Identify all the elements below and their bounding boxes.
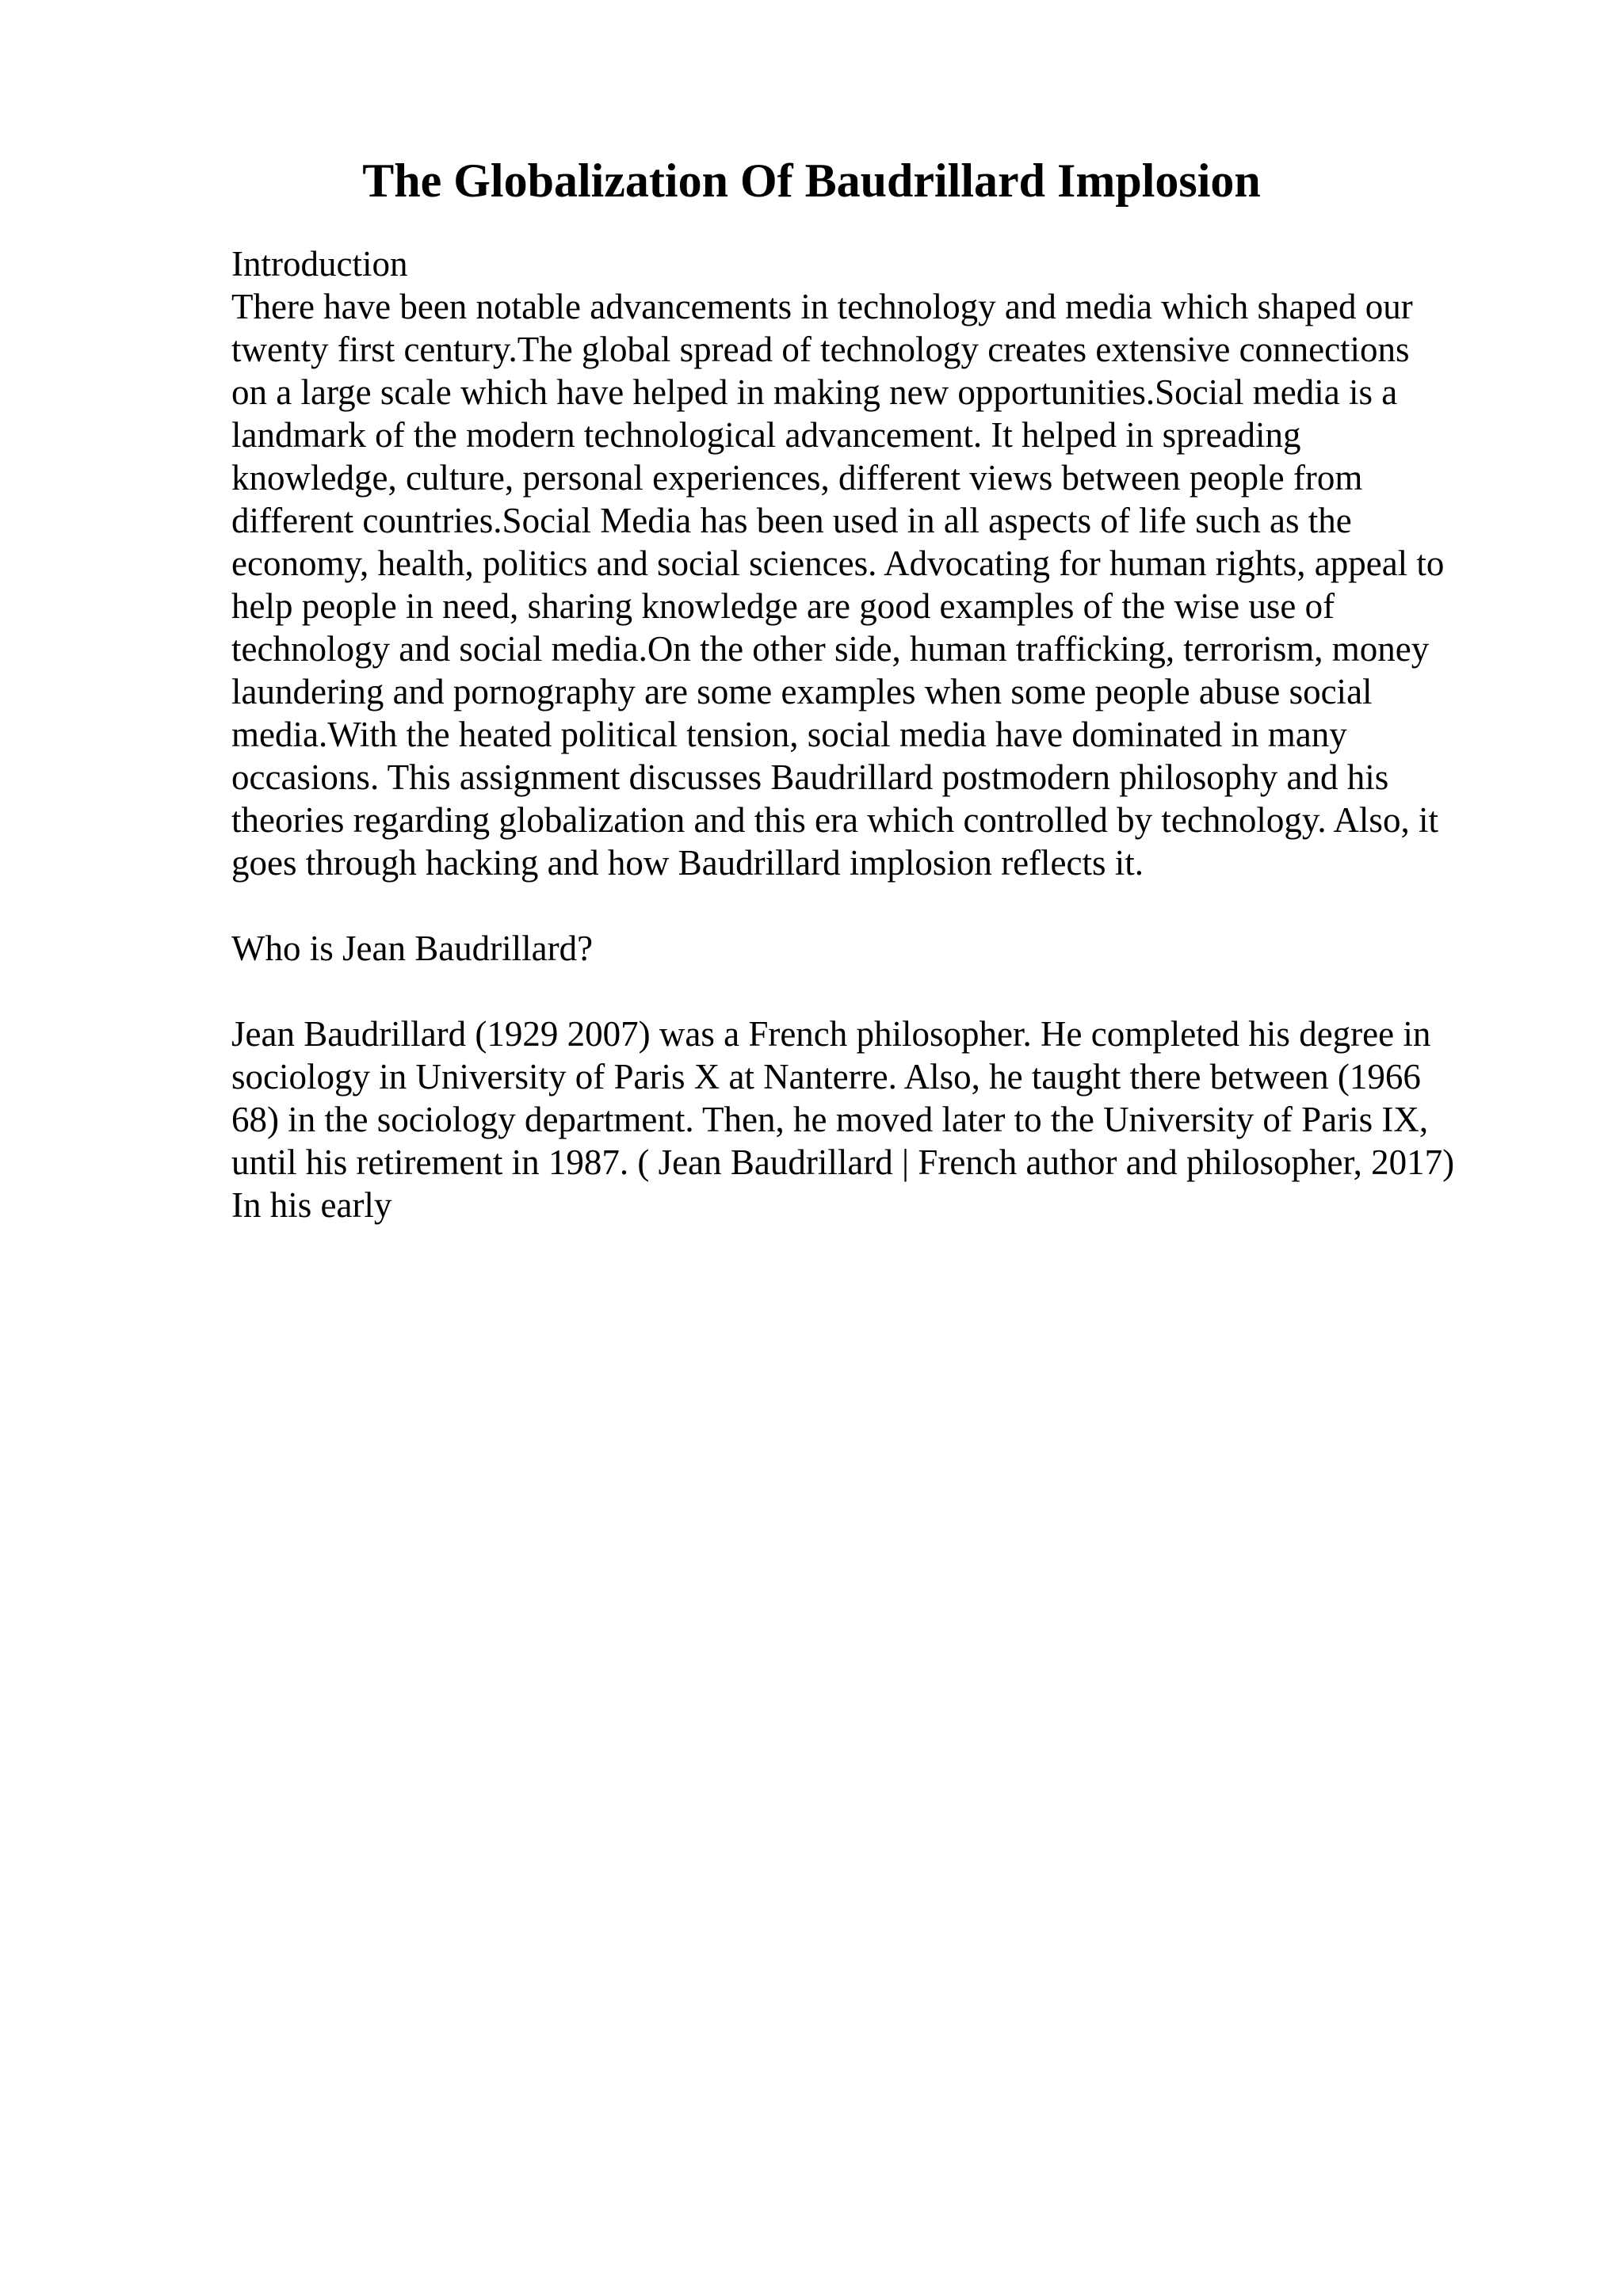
intro-line: economy, health, politics and social sciences. Advocating for human rights, appeal to	[231, 543, 1445, 583]
bio-line: sociology in University of Paris X at Nanterre. Also, he taught there between (1966	[231, 1057, 1421, 1097]
intro-line: There have been notable advancements in technology and media which shaped our	[231, 287, 1413, 326]
intro-line: media.With the heated political tension, social media have dominated in many	[231, 715, 1347, 754]
document-body	[231, 242, 1515, 1226]
intro-heading: Introduction	[231, 244, 408, 284]
intro-line: knowledge, culture, personal experiences, different views between people from	[231, 458, 1363, 498]
section-heading: Who is Jean Baudrillard?	[231, 929, 594, 968]
intro-line: goes through hacking and how Baudrillard implosion reflects it.	[231, 843, 1144, 883]
bio-line: until his retirement in 1987. ( Jean Baudrillard | French author and philosopher, 2017)	[231, 1142, 1455, 1182]
intro-line: different countries.Social Media has been used in all aspects of life such as the	[231, 501, 1352, 540]
intro-line: help people in need, sharing knowledge are good examples of the wise use of	[231, 586, 1335, 626]
intro-paragraph	[231, 285, 1515, 884]
bio-paragraph	[231, 1013, 1515, 1226]
bio-line: 68) in the sociology department. Then, he moved later to the University of Paris IX,	[231, 1100, 1429, 1139]
paragraph-gap	[231, 884, 1515, 927]
intro-line: landmark of the modern technological advancement. It helped in spreading	[231, 415, 1301, 455]
paragraph-gap	[231, 970, 1515, 1013]
intro-line: occasions. This assignment discusses Baudrillard postmodern philosophy and his	[231, 757, 1389, 797]
bio-line: In his early	[231, 1185, 392, 1225]
intro-line: technology and social media.On the other side, human trafficking, terrorism, money	[231, 629, 1430, 669]
intro-line: laundering and pornography are some examples when some people abuse social	[231, 672, 1373, 711]
document-title: The Globalization Of Baudrillard Implosion	[362, 154, 1261, 207]
bio-line: Jean Baudrillard (1929 2007) was a French philosopher. He completed his degree in	[231, 1014, 1431, 1054]
intro-line: twenty first century.The global spread of technology creates extensive connections	[231, 330, 1410, 369]
intro-line: on a large scale which have helped in making new opportunities.Social media is a	[231, 372, 1398, 412]
intro-line: theories regarding globalization and this era which controlled by technology. Also, it	[231, 800, 1438, 840]
